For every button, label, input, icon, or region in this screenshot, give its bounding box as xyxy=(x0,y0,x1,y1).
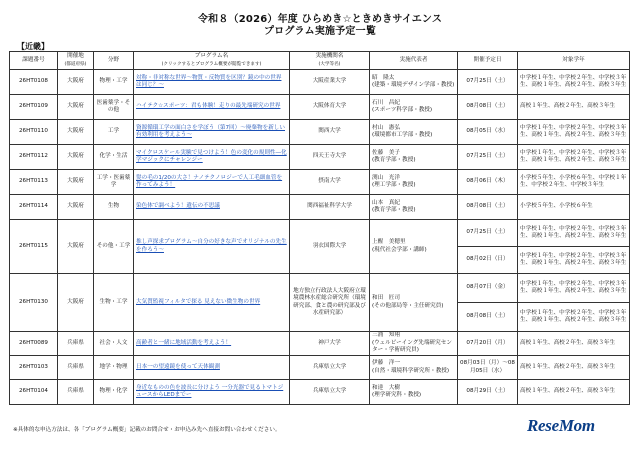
table-row xyxy=(10,195,630,220)
row-date: 07月25日（土） xyxy=(458,145,518,170)
row-pref: 大阪府 xyxy=(58,120,94,145)
row-program-link[interactable]: 資源循環工学の面白さを学ぼう（第7回）～廃棄物を新しい有効利用を考えよう～ xyxy=(134,120,290,145)
row-target: 中学校１年生、中学校２年生、中学校３年生、高校１年生、高校２年生、高校３年生 xyxy=(518,120,630,145)
row-date: 08月05日（水） xyxy=(458,120,518,145)
row-target: 小学校５年生、小学校６年生、中学校１年生、中学校２年生、中学校３年生 xyxy=(518,170,630,195)
header-rep: 実施代表者 xyxy=(370,52,458,70)
row-field: 物理・工学 xyxy=(94,70,134,95)
row-org: 兵庫県立大学 xyxy=(290,380,370,405)
row-pref: 大阪府 xyxy=(58,70,94,95)
row-rep: 三浦 知翔 (ウェルビーイング先端研究センター・学術研究員) xyxy=(370,332,458,356)
row-program-link[interactable]: ハイテク☆スポーツ：君も体験！走りの最先端研究の世界 xyxy=(134,95,290,120)
row-org: 羽衣国際大学 xyxy=(290,220,370,274)
row-org: 摂南大学 xyxy=(290,170,370,195)
table-row xyxy=(10,145,630,170)
row-date-2: 08月02日（日） xyxy=(458,247,518,274)
row-field: 工学 xyxy=(94,120,134,145)
table-row xyxy=(10,332,630,356)
row-field: 社会・人文 xyxy=(94,332,134,356)
row-rep: 村山 憲弘 (環境都市工学部・教授) xyxy=(370,120,458,145)
region-label: 【近畿】 xyxy=(17,42,49,51)
header-org: 実施機関名 (大学等名) xyxy=(290,52,370,70)
table-row xyxy=(10,120,630,145)
row-rep: 和達 大樹 (理学研究科・教授) xyxy=(370,380,458,405)
row-date: 08月03日（月）～08月05日（水） xyxy=(458,356,518,380)
row-id: 26HT0104 xyxy=(10,380,58,405)
row-date: 07月20日（月） xyxy=(458,332,518,356)
row-field: その他・工学 xyxy=(94,220,134,274)
row-target: 高校１年生、高校２年生、高校３年生 xyxy=(518,380,630,405)
row-field: 生物・工学 xyxy=(94,274,134,332)
program-table xyxy=(9,51,630,405)
row-pref: 大阪府 xyxy=(58,274,94,332)
row-date: 08月08日（土） xyxy=(458,95,518,120)
row-org: 地方独立行政法人大阪府立環境農林水産総合研究所（環境研究部、食と農の研究部及び水産研究部） xyxy=(290,274,370,332)
row-pref: 兵庫県 xyxy=(58,380,94,405)
row-field: 地学・物理 xyxy=(94,356,134,380)
row-id: 26HT0114 xyxy=(10,195,58,220)
row-id: 26HT0109 xyxy=(10,95,58,120)
table-row xyxy=(10,356,630,380)
row-rep: 上醒 美穂里 (現代社会学部・講師) xyxy=(370,220,458,274)
row-date-2: 08月08日（土） xyxy=(458,303,518,332)
row-field: 医歯薬学・その他 xyxy=(94,95,134,120)
header-field: 分野 xyxy=(94,52,134,70)
table-row xyxy=(10,170,630,195)
row-program-link[interactable]: マイクロスケール実験で見つけよう！色の変化の規則性―化学マジックにチャレンジー xyxy=(134,145,290,170)
row-org: 兵庫県立大学 xyxy=(290,356,370,380)
row-org: 神戸大学 xyxy=(290,332,370,356)
row-org: 四天王寺大学 xyxy=(290,145,370,170)
page-subtitle: プログラム実施予定一覧 xyxy=(263,26,377,37)
row-date: 07月25日（土） xyxy=(458,70,518,95)
row-pref: 兵庫県 xyxy=(58,356,94,380)
header-date: 開催予定日 xyxy=(458,52,518,70)
table-row xyxy=(10,220,630,247)
table-row xyxy=(10,380,630,405)
row-id: 26HT0110 xyxy=(10,120,58,145)
row-pref: 大阪府 xyxy=(58,170,94,195)
row-id: 26HT0115 xyxy=(10,220,58,274)
row-pref: 大阪府 xyxy=(58,145,94,170)
row-target: 中学校１年生、中学校２年生、中学校３年生、高校１年生、高校２年生、高校３年生 xyxy=(518,70,630,95)
row-id: 26HT0103 xyxy=(10,356,58,380)
header-target: 対象学年 xyxy=(518,52,630,70)
row-id: 26HT0108 xyxy=(10,70,58,95)
row-pref: 大阪府 xyxy=(58,95,94,120)
row-target: 高校１年生、高校２年生、高校３年生 xyxy=(518,95,630,120)
row-id: 26HT0113 xyxy=(10,170,58,195)
resemom-logo: ReseMom xyxy=(527,416,595,435)
footnote: ※具体的な申込方法は、各「プログラム概要」記載のお問合せ・お申込み先へ直接お問い合わせください。 xyxy=(13,427,281,433)
row-target: 中学校１年生、中学校２年生、中学校３年生、高校１年生、高校２年生、高校３年生 xyxy=(518,145,630,170)
row-rep: 山本 真紀 (教育学部・教授) xyxy=(370,195,458,220)
row-target: 中学校１年生、中学校２年生、中学校３年生、高校１年生、高校２年生、高校３年生 xyxy=(518,274,630,303)
row-field: 化学・生活 xyxy=(94,145,134,170)
table-header-row xyxy=(10,52,630,70)
row-id: 26HT0089 xyxy=(10,332,58,356)
row-rep: 昭 隆太 (建築・環境デザイン学部・教授) xyxy=(370,70,458,95)
row-date: 08月07日（金） xyxy=(458,274,518,303)
row-target: 高校１年生、高校２年生、高校３年生 xyxy=(518,356,630,380)
row-program-link[interactable]: 染色体で調べよう！遺伝の不思議 xyxy=(134,195,290,220)
row-rep: 石川 昌紀 (スポーツ科学部・教授) xyxy=(370,95,458,120)
row-org: 大阪産業大学 xyxy=(290,70,370,95)
row-program-link[interactable]: 推し声探求プログラム～自分の好きな声でオリジナルの先生を作ろう～ xyxy=(134,220,290,274)
row-program-link[interactable]: 身近なものの色を波長に分けよう 一分光器で見るトマトジュースからLEDまでー xyxy=(134,380,290,405)
row-rep: 佐藤 美子 (教育学部・教授) xyxy=(370,145,458,170)
row-date: 08月08日（土） xyxy=(458,195,518,220)
row-date: 08月29日（土） xyxy=(458,380,518,405)
row-pref: 大阪府 xyxy=(58,220,94,274)
row-program-link[interactable]: 高齢者と一緒に地域活動を考えよう！ xyxy=(134,332,290,356)
page-title: 令和８（2026）年度 ひらめき☆ときめきサイエンス xyxy=(197,14,443,25)
row-pref: 大阪府 xyxy=(58,195,94,220)
row-target: 中学校１年生、中学校２年生、中学校３年生、高校１年生、高校２年生、高校３年生 xyxy=(518,220,630,247)
row-field: 工学・医歯薬学 xyxy=(94,170,134,195)
row-org: 大阪体育大学 xyxy=(290,95,370,120)
row-org: 関西大学 xyxy=(290,120,370,145)
row-field: 物理・化学 xyxy=(94,380,134,405)
row-target-2: 中学校１年生、中学校２年生、中学校３年生、高校１年生、高校２年生、高校３年生 xyxy=(518,303,630,332)
row-program-link[interactable]: 大気質監視フィルタで探る 見えない微生物の世界 xyxy=(134,274,290,332)
row-target: 高校１年生、高校２年生、高校３年生 xyxy=(518,332,630,356)
row-rep: 渕山 光洋 (理工学部・教授) xyxy=(370,170,458,195)
table-row xyxy=(10,274,630,303)
row-program-link[interactable]: 髪の毛の1/20の大さ！ナノテクノロジーで人工毛細血管を作ってみよう！ xyxy=(134,170,290,195)
row-id: 26HT0130 xyxy=(10,274,58,332)
row-id: 26HT0112 xyxy=(10,145,58,170)
row-target-2: 中学校１年生、中学校２年生、中学校３年生、高校１年生、高校２年生、高校３年生 xyxy=(518,247,630,274)
row-target: 小学校５年生、小学校６年生 xyxy=(518,195,630,220)
table-row xyxy=(10,95,630,120)
row-date: 07月25日（土） xyxy=(458,220,518,247)
row-pref: 兵庫県 xyxy=(58,332,94,356)
row-program-link[interactable]: 日本一の望遠鏡を使って天体観測 xyxy=(134,356,290,380)
header-id: 課題番号 xyxy=(10,52,58,70)
row-field: 生物 xyxy=(94,195,134,220)
row-date: 08月06日（木） xyxy=(458,170,518,195)
row-rep: 伊藤 洋一 (自然・環境科学研究所・教授) xyxy=(370,356,458,380)
row-rep: 和田 匠司 (その他部局等・主任研究員) xyxy=(370,274,458,332)
table-row xyxy=(10,70,630,95)
row-org: 関西福祉科学大学 xyxy=(290,195,370,220)
header-program: プログラム名 (クリックするとプログラム概要が閲覧できます) xyxy=(134,52,290,70)
row-program-link[interactable]: 対称・非対称な世界～物質・反物質を区別？鏡の中の世界は同じ？～ xyxy=(134,70,290,95)
header-pref: 開催地 (都道府県) xyxy=(58,52,94,70)
